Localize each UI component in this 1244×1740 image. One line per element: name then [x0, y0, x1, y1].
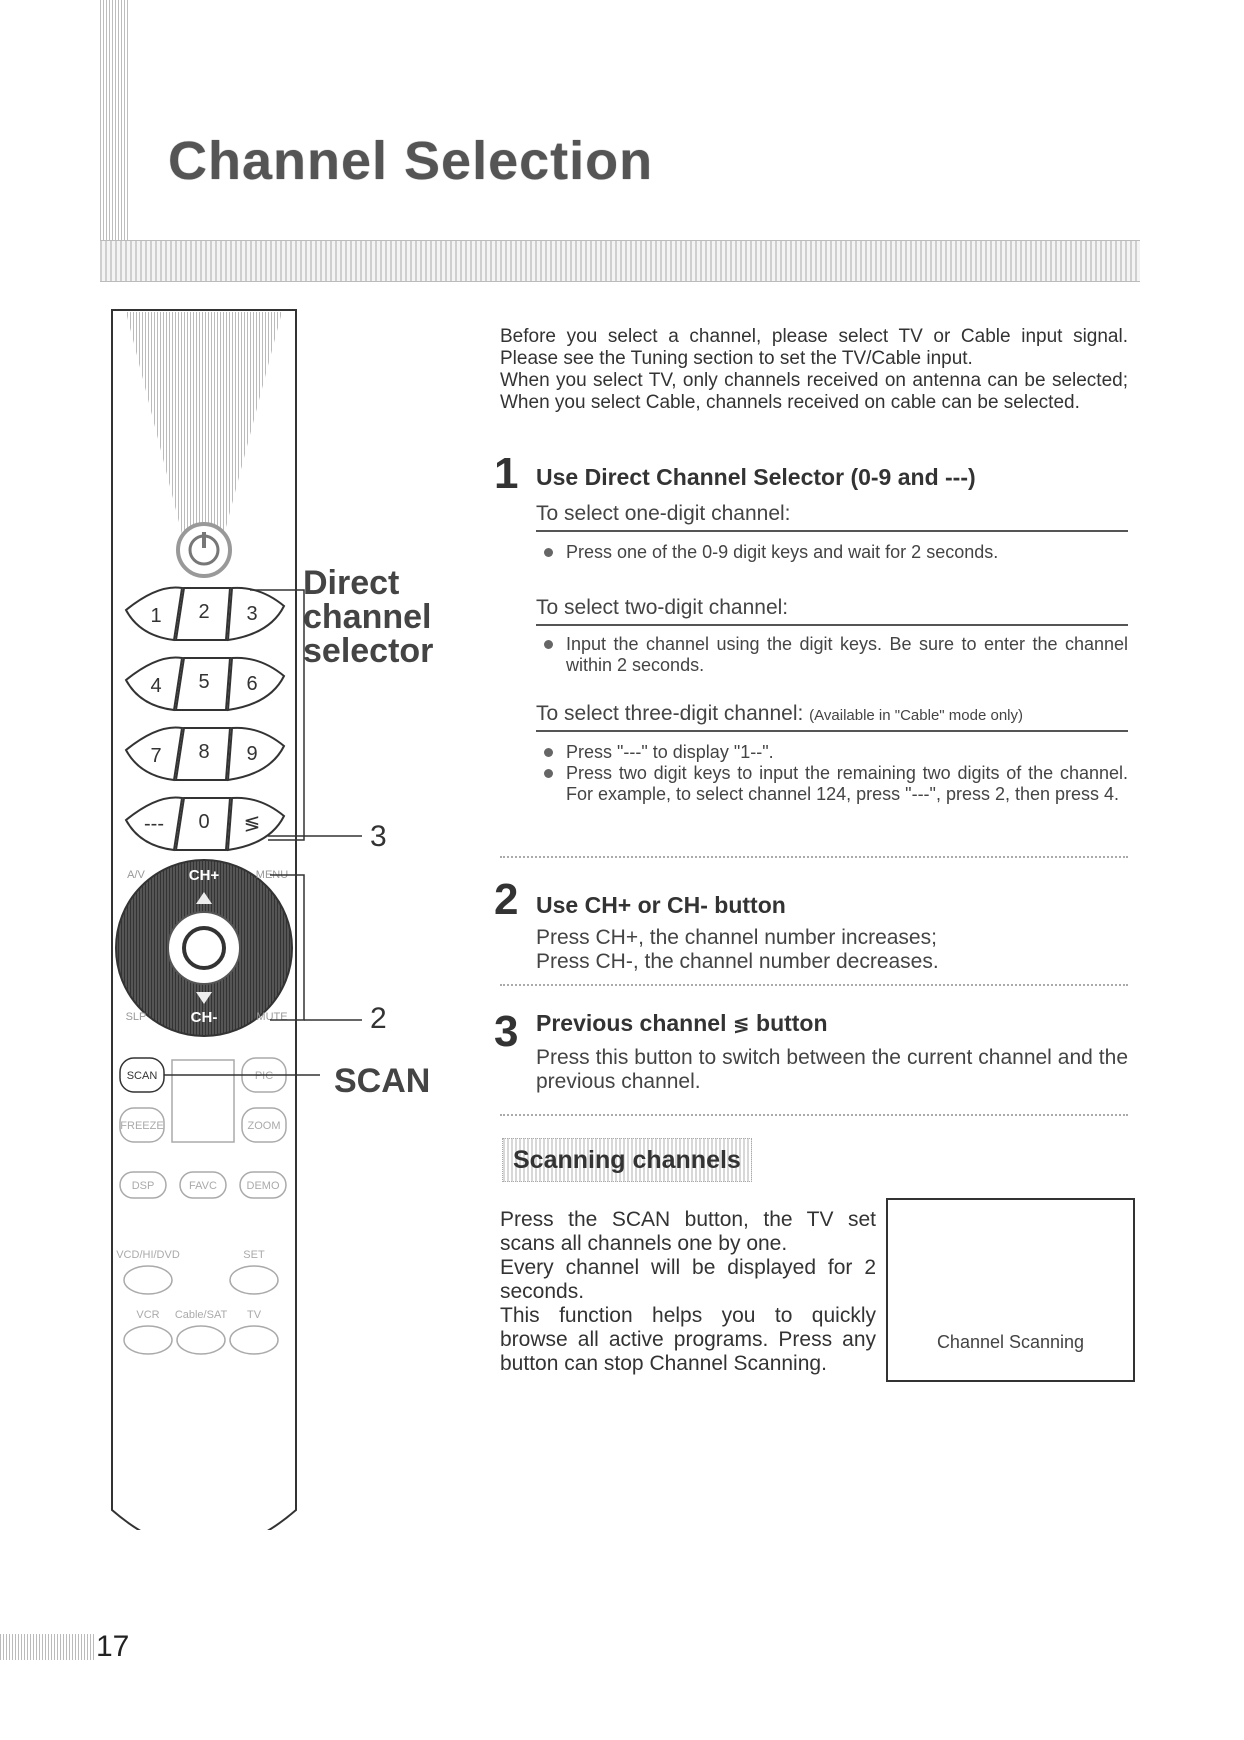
step-1-title: Use Direct Channel Selector (0-9 and ---)	[536, 464, 976, 490]
svg-text:7: 7	[150, 745, 162, 767]
step-2-line-2: Press CH-, the channel number decreases.	[536, 950, 939, 973]
tv-key	[230, 1326, 278, 1354]
section-divider	[500, 1114, 1128, 1116]
scanning-title: Scanning channels	[502, 1138, 752, 1182]
page-number: 17	[96, 1630, 130, 1663]
list-item: Press one of the 0-9 digit keys and wait for 2 seconds.	[536, 542, 1128, 563]
one-digit-bullets	[536, 542, 1128, 563]
step-2-title: Use CH+ or CH- button	[536, 892, 786, 918]
list-item: Press two digit keys to input the remaining two digits of the channel. For example, to select channel 124, press "---", press 2, then press 4.	[536, 763, 1128, 805]
svg-text:ZOOM: ZOOM	[247, 1120, 281, 1132]
divider	[536, 730, 1128, 732]
section-divider	[500, 984, 1128, 986]
svg-text:CH+: CH+	[188, 867, 220, 884]
svg-text:MUTE: MUTE	[256, 1011, 288, 1023]
step-2-number: 2	[494, 875, 519, 924]
svg-text:PIC: PIC	[254, 1070, 274, 1082]
intro-text	[500, 326, 1128, 414]
svg-text:DSP: DSP	[131, 1180, 155, 1192]
scan-label: SCAN	[334, 1062, 431, 1100]
svg-text:5: 5	[198, 671, 210, 693]
direct-selector-label: Direct channel selector	[303, 564, 434, 670]
step-3-number: 3	[494, 1007, 519, 1056]
three-digit-note: (Available in "Cable" mode only)	[809, 707, 1023, 724]
center-panel	[172, 1060, 234, 1142]
list-item: Press "---" to display "1--".	[536, 742, 1128, 763]
callout-3: 3	[370, 820, 387, 853]
svg-text:FREEZE: FREEZE	[120, 1120, 164, 1132]
svg-text:A/V: A/V	[127, 869, 145, 881]
power-icon	[178, 524, 230, 576]
svg-text:VCR: VCR	[136, 1309, 160, 1321]
scanning-p3: This function helps you to quickly browse all active programs. Press any button can stop Channel Scanning.	[500, 1304, 876, 1375]
svg-text:2: 2	[198, 601, 210, 623]
callout-2: 2	[370, 1002, 387, 1035]
svg-text:1: 1	[150, 605, 162, 627]
title-decoration	[100, 0, 130, 240]
cable-sat-key	[177, 1326, 225, 1354]
footer-decoration	[0, 1634, 96, 1660]
header-band	[100, 240, 1140, 282]
step-3-title-suffix: button	[756, 1010, 828, 1036]
two-digit-heading: To select two-digit channel:	[536, 596, 789, 619]
previous-channel-icon: ≶	[732, 1014, 750, 1036]
section-divider	[500, 856, 1128, 858]
svg-text:0: 0	[198, 811, 210, 833]
scanning-p2: Every channel will be displayed for 2 seconds.	[500, 1256, 876, 1303]
vcd-key	[124, 1266, 172, 1294]
svg-text:CH-: CH-	[190, 1009, 218, 1026]
svg-text:6: 6	[246, 673, 258, 695]
channel-scanning-label: Channel Scanning	[936, 1332, 1085, 1352]
svg-text:---: ---	[144, 813, 164, 835]
list-item: Input the channel using the digit keys. Be sure to enter the channel within 2 seconds.	[536, 634, 1128, 676]
three-digit-heading	[536, 702, 1023, 726]
svg-text:VCD/HI/DVD: VCD/HI/DVD	[116, 1249, 180, 1261]
set-key	[230, 1266, 278, 1294]
step-3-title	[536, 1010, 828, 1037]
svg-text:9: 9	[246, 743, 258, 765]
svg-text:≶: ≶	[243, 813, 261, 835]
remote-control-illustration	[100, 300, 520, 1530]
svg-text:Cable/SAT: Cable/SAT	[174, 1309, 228, 1321]
step-3-title-text: Previous channel	[536, 1010, 727, 1036]
vcr-key	[124, 1326, 172, 1354]
three-digit-bullets	[536, 742, 1128, 805]
step-1-number: 1	[494, 449, 519, 498]
step-2-line-1: Press CH+, the channel number increases;	[536, 926, 937, 949]
scanning-p1: Press the SCAN button, the TV set scans all channels one by one.	[500, 1208, 876, 1255]
page-title: Channel Selection	[168, 131, 654, 191]
svg-text:SET: SET	[243, 1249, 265, 1261]
svg-text:MENU: MENU	[255, 869, 289, 881]
intro-line-1: Before you select a channel, please select TV or Cable input signal. Please see the Tuning section to set the TV/Cable input.	[500, 326, 1128, 369]
step-3-body: Press this button to switch between the current channel and the previous channel.	[536, 1046, 1128, 1093]
svg-text:3: 3	[246, 603, 258, 625]
one-digit-heading: To select one-digit channel:	[536, 502, 791, 525]
svg-text:FAVC: FAVC	[189, 1180, 217, 1192]
svg-text:SCAN: SCAN	[126, 1070, 158, 1082]
tv-screen-box	[886, 1198, 1135, 1382]
intro-line-2: When you select TV, only channels received on antenna can be selected; When you select Cable, channels received on cable can be selected.	[500, 370, 1128, 413]
svg-text:4: 4	[150, 675, 162, 697]
svg-text:8: 8	[198, 741, 210, 763]
divider	[536, 530, 1128, 532]
two-digit-bullets	[536, 634, 1128, 676]
three-digit-heading-text: To select three-digit channel:	[536, 702, 804, 725]
divider	[536, 624, 1128, 626]
svg-text:SLP: SLP	[125, 1011, 147, 1023]
svg-text:DEMO: DEMO	[246, 1180, 280, 1192]
scanning-body	[500, 1208, 876, 1376]
step-2-body	[536, 926, 1128, 974]
center-ok-button	[168, 912, 240, 984]
svg-text:TV: TV	[246, 1309, 262, 1321]
